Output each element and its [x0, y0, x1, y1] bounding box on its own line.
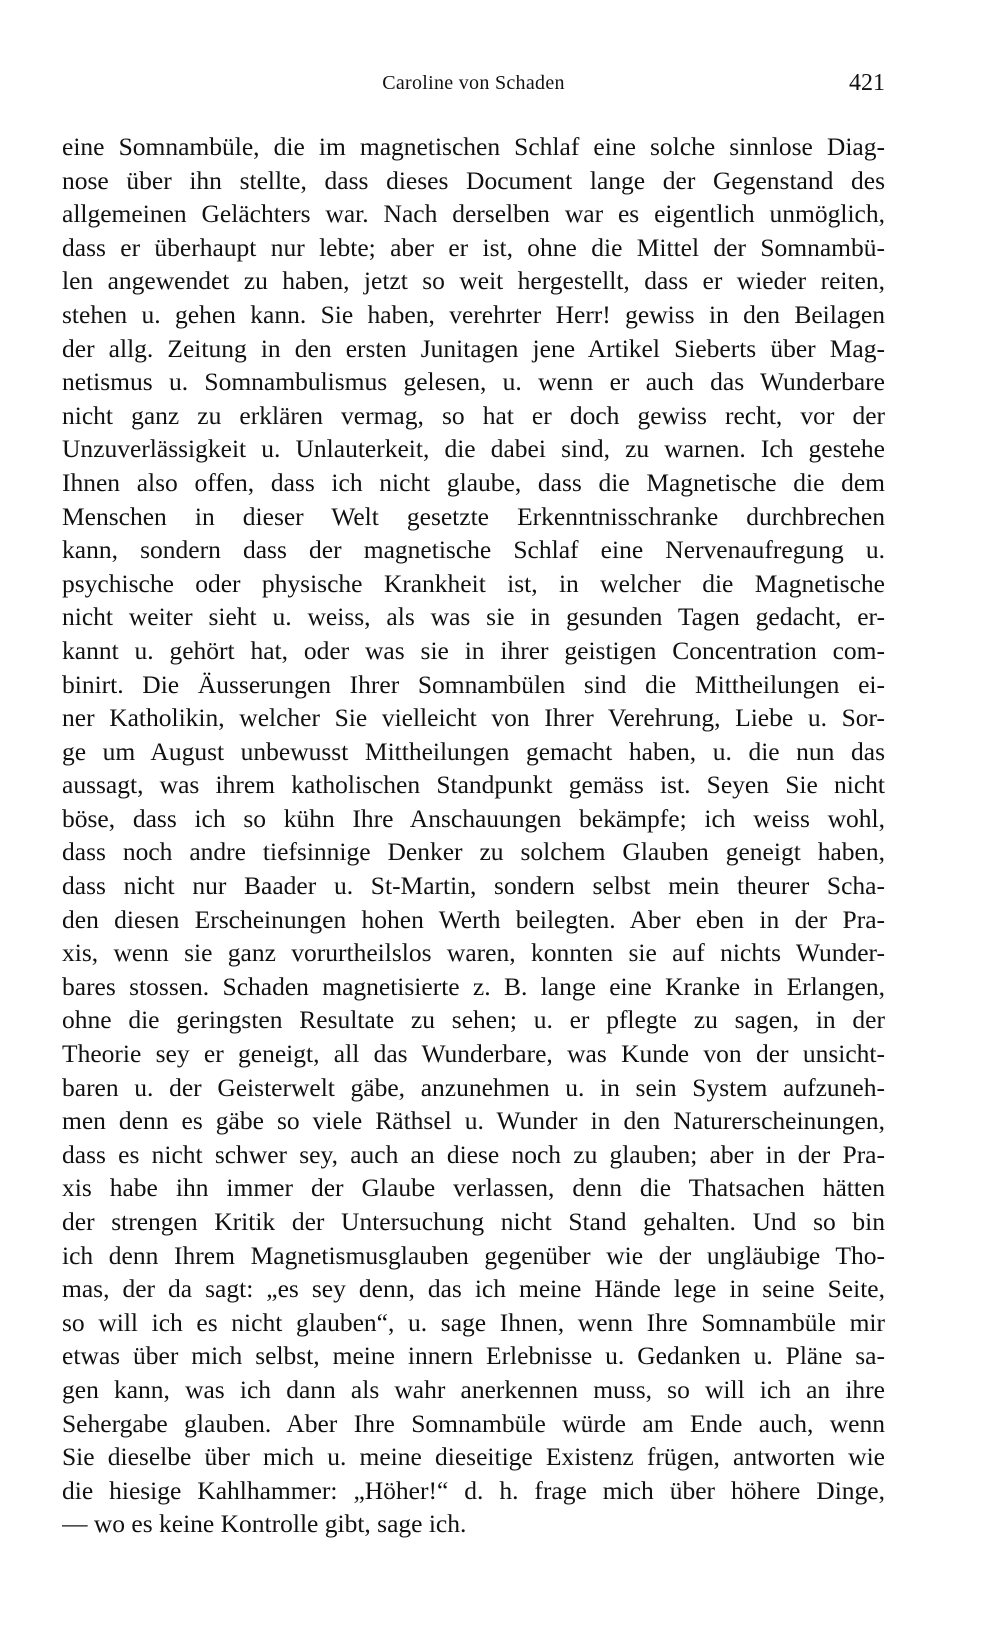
text-line: etwas über mich selbst, meine innern Erlebnisse u. Gedanken u. Pläne sa- — [62, 1341, 885, 1371]
text-line: ohne die geringsten Resultate zu sehen; u. er pflegte zu sagen, in der — [62, 1005, 885, 1035]
text-line: aussagt, was ihrem katholischen Standpunkt gemäss ist. Seyen Sie nicht — [62, 770, 885, 800]
text-line: xis, wenn sie ganz vorurtheilslos waren, konnten sie auf nichts Wunder- — [62, 938, 885, 968]
text-line: der strengen Kritik der Untersuchung nicht Stand gehalten. Und so bin — [62, 1207, 885, 1236]
text-line: bares stossen. Schaden magnetisierte z. B. lange eine Kranke in Erlangen, — [62, 971, 885, 1001]
text-line: dass nicht nur Baader u. St-Martin, sondern selbst mein theurer Scha- — [62, 871, 885, 901]
text-line: dass noch andre tiefsinnige Denker zu solchem Glauben geneigt haben, — [62, 837, 885, 867]
text-line: Sie dieselbe über mich u. meine dieseitige Existenz frügen, antworten wie — [62, 1442, 885, 1472]
text-line: dass es nicht schwer sey, auch an diese noch zu glauben; aber in der Pra- — [62, 1139, 885, 1169]
text-line: ich denn Ihrem Magnetismusglauben gegenüber wie der ungläubige Tho- — [62, 1240, 885, 1270]
text-line: Theorie sey er geneigt, all das Wunderbare, was Kunde von der unsicht- — [62, 1039, 885, 1069]
text-line: netismus u. Somnambulismus gelesen, u. wenn er auch das Wunderbare — [62, 367, 885, 397]
text-line: Ihnen also offen, dass ich nicht glaube, dass die Magnetische die dem — [62, 467, 885, 497]
text-line: psychische oder physische Krankheit ist, in welcher die Magnetische — [62, 568, 885, 598]
running-head-title: Caroline von Schaden — [382, 72, 565, 94]
text-line: mas, der da sagt: „es sey denn, das ich meine Hände lege in seine Seite, — [62, 1274, 885, 1304]
text-line: — wo es keine Kontrolle gibt, sage ich. — [62, 1509, 467, 1539]
text-line: ner Katholikin, welcher Sie vielleicht von Ihrer Verehrung, Liebe u. Sor- — [62, 703, 885, 733]
text-line: so will ich es nicht glauben“, u. sage Ihnen, wenn Ihre Somnambüle mir — [62, 1307, 885, 1337]
text-line: der allg. Zeitung in den ersten Junitagen jene Artikel Sieberts über Mag- — [62, 333, 885, 363]
body-text — [62, 130, 885, 1541]
text-line: Menschen in dieser Welt gesetzte Erkenntnisschranke durchbrechen — [62, 501, 885, 531]
text-line: den diesen Erscheinungen hohen Werth beilegten. Aber eben in der Pra- — [62, 904, 885, 934]
text-line: allgemeinen Gelächters war. Nach derselben war es eigentlich unmöglich, — [62, 199, 885, 229]
text-line: nicht weiter sieht u. weiss, als was sie in gesunden Tagen gedacht, er- — [62, 602, 885, 632]
text-line: nose über ihn stellte, dass dieses Document lange der Gegenstand des — [62, 165, 885, 195]
text-line: kann, sondern dass der magnetische Schlaf eine Nervenaufregung u. — [62, 535, 885, 565]
page-number: 421 — [849, 70, 885, 96]
text-line: nicht ganz zu erklären vermag, so hat er doch gewiss recht, vor der — [62, 400, 885, 430]
text-line: eine Somnambüle, die im magnetischen Schlaf eine solche sinnlose Diag- — [62, 132, 885, 161]
running-head — [62, 70, 885, 106]
text-line: len angewendet zu haben, jetzt so weit hergestellt, dass er wieder reiten, — [62, 266, 885, 296]
text-line: böse, dass ich so kühn Ihre Anschauungen bekämpfe; ich weiss wohl, — [62, 803, 885, 833]
text-line: gen kann, was ich dann als wahr anerkennen muss, so will ich an ihre — [62, 1374, 885, 1404]
text-line: die hiesige Kahlhammer: „Höher!“ d. h. frage mich über höhere Dinge, — [62, 1475, 885, 1505]
text-line: dass er überhaupt nur lebte; aber er ist, ohne die Mittel der Somnambü- — [62, 232, 885, 262]
text-line: Unzuverlässigkeit u. Unlauterkeit, die dabei sind, zu warnen. Ich gestehe — [62, 434, 885, 464]
text-line: stehen u. gehen kann. Sie haben, verehrter Herr! gewiss in den Beilagen — [62, 299, 885, 329]
text-line: xis habe ihn immer der Glaube verlassen, denn die Thatsachen hätten — [62, 1173, 885, 1203]
text-line: kannt u. gehört hat, oder was sie in ihrer geistigen Concentration com- — [62, 635, 885, 665]
text-line: Sehergabe glauben. Aber Ihre Somnambüle würde am Ende auch, wenn — [62, 1408, 885, 1438]
text-line: ge um August unbewusst Mittheilungen gemacht haben, u. die nun das — [62, 736, 885, 766]
text-line: baren u. der Geisterwelt gäbe, anzunehmen u. in sein System aufzuneh- — [62, 1072, 885, 1102]
text-line: men denn es gäbe so viele Räthsel u. Wunder in den Naturerscheinungen, — [62, 1106, 885, 1136]
text-line: binirt. Die Äusserungen Ihrer Somnambülen sind die Mittheilungen ei- — [62, 669, 885, 699]
